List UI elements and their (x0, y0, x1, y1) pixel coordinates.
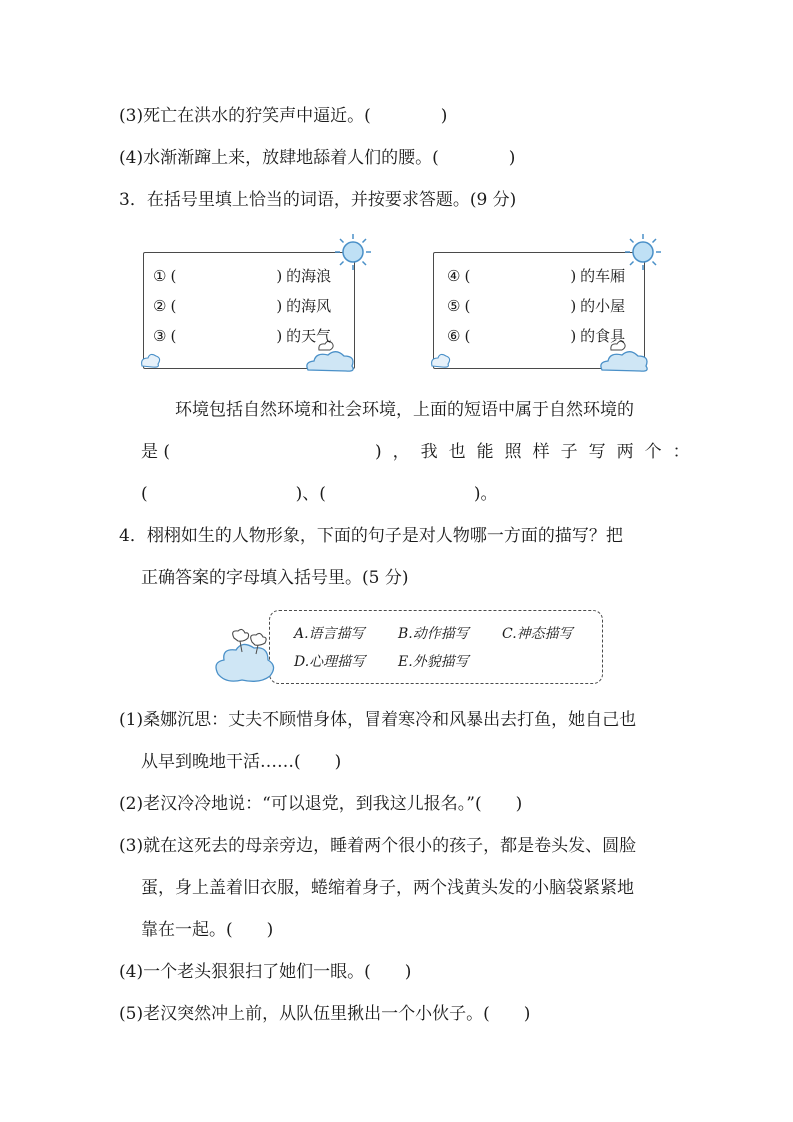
q4-item-1-line-1: (1)桑娜沉思：丈夫不顾惜身体，冒着寒冷和风暴出去打鱼，她自己也 (119, 710, 637, 730)
option-a: A.语言描写 (294, 626, 365, 642)
q4-item-5: (5)老汉突然冲上前，从队伍里揪出一个小伙子。( ) (119, 1004, 531, 1024)
phrase-row-5: ⑤ ( ) 的小屋 (447, 297, 626, 315)
sun-icon (623, 232, 663, 272)
q4-item-1-line-2: 从早到晚地干活……( ) (141, 752, 342, 772)
sun-icon (333, 232, 373, 272)
q3-para-line-3: ( )、( )。 (141, 484, 498, 504)
q2-item-4: (4)水渐渐蹿上来，放肆地舔着人们的腰。( ) (119, 148, 516, 168)
q2-item-3: (3)死亡在洪水的狞笑声中逼近。( ) (119, 106, 448, 126)
phrase-row-6: ⑥ ( ) 的食具 (447, 327, 626, 345)
phrase-row-3: ③ ( ) 的天气 (153, 327, 332, 345)
q3-para-line-1: 环境包括自然环境和社会环境，上面的短语中属于自然环境的 (175, 400, 634, 420)
flower-icon (428, 350, 454, 370)
q4-title-line-1: 4．栩栩如生的人物形象，下面的句子是对人物哪一方面的描写？把 (119, 526, 623, 546)
q4-item-4: (4)一个老头狠狠扫了她们一眼。( ) (119, 962, 412, 982)
option-d: D.心理描写 (294, 654, 366, 670)
phrase-row-2: ② ( ) 的海风 (153, 297, 332, 315)
flower-cloud-icon (212, 628, 278, 684)
phrase-row-1: ① ( ) 的海浪 (153, 267, 332, 285)
q4-item-2: (2)老汉冷冷地说：“可以退党，到我这儿报名。”( ) (119, 794, 523, 814)
option-e: E.外貌描写 (398, 654, 469, 670)
option-c: C.神态描写 (502, 626, 573, 642)
q3-title: 3．在括号里填上恰当的词语，并按要求答题。(9 分) (119, 190, 517, 210)
q4-item-3-line-1: (3)就在这死去的母亲旁边，睡着两个很小的孩子，都是卷头发、圆脸 (119, 836, 637, 856)
q3-para-line-2: 是 ( )，我也能照样子写两个： (141, 442, 701, 462)
q4-title-line-2: 正确答案的字母填入括号里。(5 分) (141, 568, 409, 588)
q4-item-3-line-3: 靠在一起。( ) (141, 920, 274, 940)
options-box (269, 610, 603, 684)
phrase-row-4: ④ ( ) 的车厢 (447, 267, 626, 285)
q4-item-3-line-2: 蛋，身上盖着旧衣服，蜷缩着身子，两个浅黄头发的小脑袋紧紧地 (141, 878, 634, 898)
flower-icon (138, 350, 164, 370)
option-b: B.动作描写 (398, 626, 469, 642)
